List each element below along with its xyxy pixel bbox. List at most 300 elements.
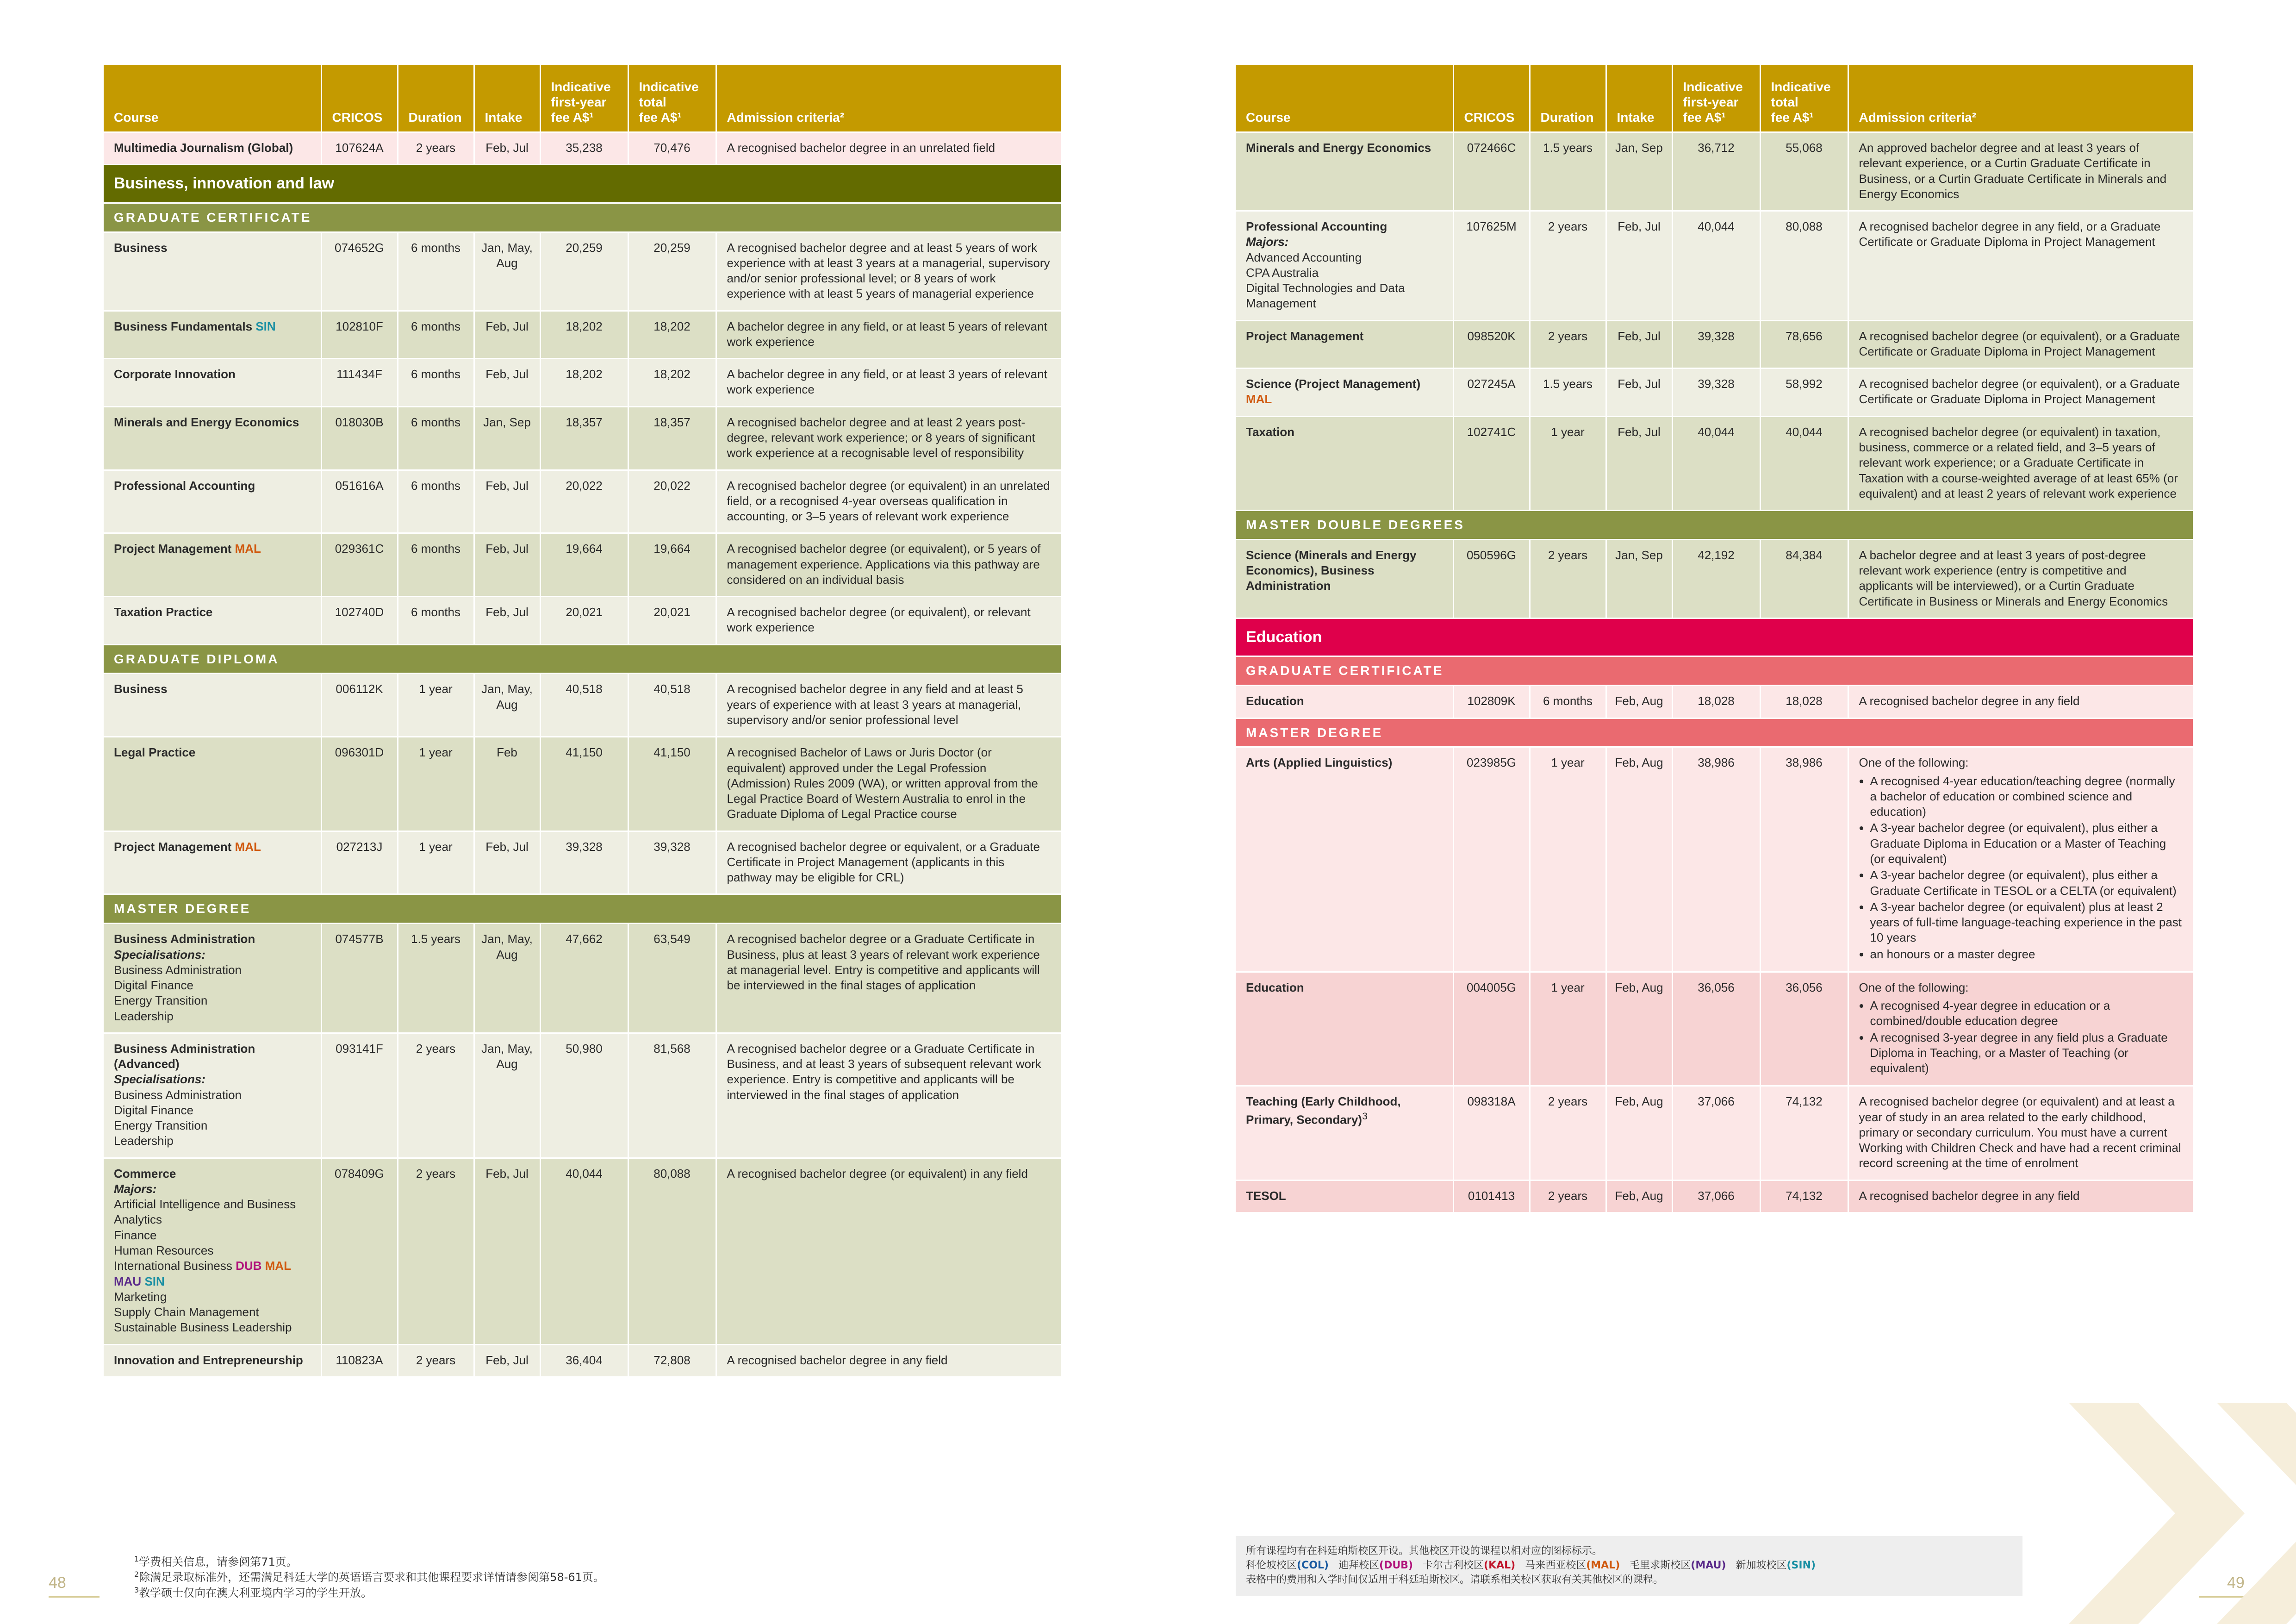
subheading-graduate-certificate [104, 203, 1061, 232]
course-name: Commerce [114, 1166, 176, 1181]
course-cell [1236, 369, 1453, 417]
cricos-cell: 027245A [1453, 369, 1530, 417]
duration-cell: 6 months [398, 533, 474, 597]
sub-item: CPA Australia [1246, 265, 1319, 280]
admission-criteria-cell: A recognised bachelor degree (or equivalent) and at least a year of study in an area related to the early childhood, primary or secondary curriculum. You must have a current Working with Children Check and have had a recent criminal record screening at the time of enrolment [1848, 1086, 2193, 1180]
page-number-left: 48 [49, 1574, 66, 1592]
footnote-3: $^3$教学硕士仅向在澳大利亚境内学习的学生开放。 [134, 1585, 373, 1599]
campus-badge-sin: SIN [144, 1274, 165, 1288]
intake-cell: Feb, Jul [474, 1344, 540, 1376]
first-year-fee-cell: 18,202 [540, 359, 628, 407]
table-row [1236, 369, 2193, 417]
course-name: Business Administration (Advanced) [114, 1041, 255, 1071]
table-row [104, 1158, 1061, 1344]
criteria-item: • A recognised 3-year degree in any field plus a Graduate Diploma in Teaching, or a Master of Teaching (or equivalent) [1870, 1030, 2183, 1076]
course-cell [1236, 1086, 1453, 1180]
intake-cell: Feb [474, 737, 540, 831]
course-name: TESOL [1246, 1188, 1286, 1203]
duration-cell: 2 years [1530, 211, 1606, 321]
intake-cell: Feb, Aug [1606, 1086, 1672, 1180]
course-cell [1236, 1180, 1453, 1212]
first-year-fee-cell: 20,259 [540, 232, 628, 311]
cricos-cell: 107625M [1453, 211, 1530, 321]
first-year-fee-cell: 18,357 [540, 406, 628, 470]
course-cell [104, 470, 321, 533]
table-row [104, 1344, 1061, 1376]
subheading-master-double-degrees-label: MASTER DOUBLE DEGREES [1236, 511, 2193, 540]
first-year-fee-cell: 36,404 [540, 1344, 628, 1376]
intake-cell: Jan, May, Aug [474, 674, 540, 737]
total-fee-cell: 74,132 [1760, 1086, 1848, 1180]
total-fee-cell: 18,357 [628, 406, 716, 470]
intake-cell: Feb, Jul [1606, 320, 1672, 369]
duration-cell: 6 months [398, 311, 474, 359]
col-cricos: CRICOS [1453, 65, 1530, 132]
sub-item: Finance [114, 1228, 157, 1242]
duration-cell: 2 years [398, 1033, 474, 1158]
first-year-fee-cell: 50,980 [540, 1033, 628, 1158]
course-name: Project Management [114, 839, 232, 854]
cricos-cell: 111434F [321, 359, 398, 407]
course-name: Science (Minerals and Energy Economics), Business Administration [1246, 548, 1417, 593]
course-name: Professional Accounting [1246, 219, 1388, 234]
cricos-cell: 027213J [321, 831, 398, 894]
cricos-cell: 102810F [321, 311, 398, 359]
col-duration: Duration [1530, 65, 1606, 132]
total-fee-cell: 39,328 [628, 831, 716, 894]
table-header-row [1236, 65, 2193, 132]
chevron-shape-1 [2069, 1403, 2245, 1624]
admission-criteria-cell: One of the following: • A recognised 4-year education/teaching degree (normally a bachelor of education or combined science and education) • A 3-year bachelor degree (or equivalent), plus either a Graduate Diploma in Education or a Master of Teaching (or equivalent) • A 3-year bachelor degree (or equivalent), plus either a Graduate Certificate in TESOL or a CELTA (or equivalent) • A 3-year bachelor degree (or equivalent) plus at least 2 years of full-time language-teaching experience in the past 10 years • an honours or a master degree [1848, 747, 2193, 972]
course-name: Project Management [114, 542, 232, 556]
duration-cell: 1 year [398, 831, 474, 894]
duration-cell: 6 months [1530, 686, 1606, 718]
first-year-fee-cell: 40,518 [540, 674, 628, 737]
first-year-fee-cell: 47,662 [540, 924, 628, 1033]
first-year-fee-cell: 37,066 [1672, 1180, 1760, 1212]
total-fee-cell: 18,202 [628, 359, 716, 407]
course-cell [104, 533, 321, 597]
course-name: Taxation Practice [114, 605, 213, 619]
total-fee-cell: 41,150 [628, 737, 716, 831]
cricos-cell: 0101413 [1453, 1180, 1530, 1212]
total-fee-cell: 84,384 [1760, 539, 1848, 618]
total-fee-cell: 38,986 [1760, 747, 1848, 972]
campus-legend-line2: 科伦坡校区(COL) 迪拜校区(DUB) 卡尔古利校区(KAL) 马来西亚校区(MAL) 毛里求斯校区(MAU) 新加坡校区(SIN) [1246, 1559, 1816, 1571]
intake-cell: Jan, May, Aug [474, 1033, 540, 1158]
campus-badge-mal: MAL [235, 542, 261, 556]
first-year-fee-cell: 36,712 [1672, 132, 1760, 211]
sub-item: Leadership [114, 1009, 174, 1023]
course-cell [104, 924, 321, 1033]
intake-cell: Feb, Jul [474, 1158, 540, 1344]
subheading-master-degree-label: MASTER DEGREE [104, 894, 1061, 924]
campus-legend-line3: 表格中的费用和入学时间仅适用于科廷珀斯校区。请联系相关校区获取有关其他校区的课程。 [1246, 1574, 1664, 1586]
table-row [1236, 972, 2193, 1086]
table-header-row [104, 65, 1061, 132]
total-fee-cell: 55,068 [1760, 132, 1848, 211]
duration-cell: 1 year [398, 737, 474, 831]
total-fee-cell: 20,022 [628, 470, 716, 533]
admission-criteria-cell: An approved bachelor degree and at least 3 years of relevant experience, or a Curtin Graduate Certificate in Business, or a Curtin Graduate Certificate in Minerals and Energy Economics [1848, 132, 2193, 211]
sub-item: Digital Finance [114, 1103, 193, 1117]
table-row [104, 132, 1061, 165]
course-name: Teaching (Early Childhood, Primary, Secondary) [1246, 1094, 1401, 1127]
intake-cell: Feb, Jul [474, 533, 540, 597]
first-year-fee-cell: 35,238 [540, 132, 628, 165]
admission-criteria-cell: A recognised bachelor degree (or equivalent), or a Graduate Certificate or Graduate Diploma in Project Management [1848, 320, 2193, 369]
table-row [104, 924, 1061, 1033]
table-row [104, 831, 1061, 894]
intake-cell: Feb, Aug [1606, 686, 1672, 718]
intake-cell: Feb, Jul [474, 597, 540, 645]
col-intake: Intake [1606, 65, 1672, 132]
first-year-fee-cell: 41,150 [540, 737, 628, 831]
duration-cell: 6 months [398, 359, 474, 407]
course-cell [104, 1033, 321, 1158]
criteria-item: • A recognised 4-year degree in education or a combined/double education degree [1870, 998, 2183, 1029]
duration-cell: 2 years [1530, 539, 1606, 618]
footnote-ref: 3 [1362, 1110, 1368, 1122]
cricos-cell: 102809K [1453, 686, 1530, 718]
course-name: Taxation [1246, 425, 1294, 439]
table-row [104, 674, 1061, 737]
criteria-item: • an honours or a master degree [1870, 947, 2183, 962]
course-name: Multimedia Journalism (Global) [114, 141, 293, 155]
course-name: Education [1246, 980, 1304, 994]
total-fee-cell: 72,808 [628, 1344, 716, 1376]
table-row [1236, 1086, 2193, 1180]
subheading-master-degree [104, 894, 1061, 924]
table-row [104, 533, 1061, 597]
sub-item: Business Administration [114, 962, 242, 977]
intake-cell: Feb, Jul [474, 359, 540, 407]
course-name: Business [114, 240, 168, 255]
first-year-fee-cell: 40,044 [1672, 416, 1760, 510]
campus-badge-sin: SIN [255, 319, 276, 333]
right-course-table [1236, 65, 2193, 1212]
admission-criteria-cell: A recognised bachelor degree (or equivalent) in taxation, business, commerce or a related field, and 3–5 years of relevant work experience; or a Graduate Certificate in Taxation with a course-weighted average of at least 65% (or equivalent) and at least 2 years of relevant work experience [1848, 416, 2193, 510]
total-fee-cell: 78,656 [1760, 320, 1848, 369]
duration-cell: 1.5 years [1530, 369, 1606, 417]
sub-item: Marketing [114, 1289, 167, 1304]
admission-criteria-cell: A bachelor degree in any field, or at least 3 years of relevant work experience [716, 359, 1061, 407]
table-row [1236, 416, 2193, 510]
admission-criteria-cell: A recognised bachelor degree or a Graduate Certificate in Business, and at least 3 years of subsequent relevant work experience. Entry is competitive and applicants will be interviewed in the final stages of application [716, 1033, 1061, 1158]
col-first-year-fee: Indicative first-year fee A$¹ [1672, 65, 1760, 132]
campus-badge-mal: MAL [235, 839, 261, 854]
criteria-list [1859, 998, 2183, 1076]
duration-cell: 1.5 years [398, 924, 474, 1033]
course-name: Business [114, 682, 168, 696]
first-year-fee-cell: 39,328 [1672, 320, 1760, 369]
course-cell [104, 232, 321, 311]
col-course: Course [1236, 65, 1453, 132]
table-row [104, 359, 1061, 407]
table-row [104, 737, 1061, 831]
course-name: Business Administration [114, 932, 255, 946]
subheading-graduate-diploma [104, 644, 1061, 674]
intake-cell: Feb, Aug [1606, 972, 1672, 1086]
intake-cell: Feb, Jul [474, 470, 540, 533]
section-heading-education [1236, 618, 2193, 656]
first-year-fee-cell: 39,328 [1672, 369, 1760, 417]
col-course: Course [104, 65, 321, 132]
duration-cell: 6 months [398, 470, 474, 533]
duration-cell: 1.5 years [1530, 132, 1606, 211]
course-name: Science (Project Management) [1246, 377, 1421, 391]
sub-item: Energy Transition [114, 993, 208, 1008]
sub-item: Advanced Accounting [1246, 250, 1362, 264]
course-name: Professional Accounting [114, 478, 255, 493]
course-cell [1236, 132, 1453, 211]
campus-badge-mal: MAL [1246, 392, 1272, 406]
total-fee-cell: 20,259 [628, 232, 716, 311]
sub-label: Specialisations: [114, 1072, 205, 1087]
campus-legend [1236, 1536, 2022, 1596]
duration-cell: 1 year [1530, 747, 1606, 972]
duration-cell: 1 year [398, 674, 474, 737]
right-page [1236, 65, 2193, 1212]
sub-item: Sustainable Business Leadership [114, 1320, 292, 1335]
admission-criteria-cell: A recognised bachelor degree or equivalent, or a Graduate Certificate in Project Management (applicants in this pathway may be eligible for CRL) [716, 831, 1061, 894]
sub-item-international-business: International Business DUB MAL MAU SIN [114, 1259, 291, 1288]
cricos-cell: 072466C [1453, 132, 1530, 211]
duration-cell: 2 years [1530, 1086, 1606, 1180]
course-cell [1236, 747, 1453, 972]
section-heading-education-label: Education [1236, 618, 2193, 656]
course-cell [104, 597, 321, 645]
table-row [104, 470, 1061, 533]
col-total-fee: Indicative total fee A$¹ [628, 65, 716, 132]
duration-cell: 2 years [398, 1344, 474, 1376]
footnotes [134, 1554, 604, 1600]
first-year-fee-cell: 40,044 [1672, 211, 1760, 321]
criteria-item: • A 3-year bachelor degree (or equivalent), plus either a Graduate Certificate in TESOL or a CELTA (or equivalent) [1870, 868, 2183, 899]
campus-badge-mal: MAL [265, 1259, 291, 1273]
course-name: Education [1246, 694, 1304, 708]
intake-cell: Jan, Sep [1606, 132, 1672, 211]
sub-item: Leadership [114, 1134, 174, 1148]
first-year-fee-cell: 37,066 [1672, 1086, 1760, 1180]
sub-label: Specialisations: [114, 947, 205, 962]
course-name: Legal Practice [114, 745, 196, 760]
course-name: Business Fundamentals [114, 319, 253, 333]
cricos-cell: 110823A [321, 1344, 398, 1376]
cricos-cell: 074577B [321, 924, 398, 1033]
cricos-cell: 093141F [321, 1033, 398, 1158]
duration-cell: 1 year [1530, 972, 1606, 1086]
intake-cell: Feb, Jul [1606, 369, 1672, 417]
course-name: Arts (Applied Linguistics) [1246, 756, 1393, 770]
cricos-cell: 098520K [1453, 320, 1530, 369]
left-page [104, 65, 1061, 1376]
col-admission: Admission criteria² [1848, 65, 2193, 132]
admission-criteria-cell: A recognised bachelor degree and at least 2 years post-degree, relevant work experience; or 8 years of significant work experience at a recognisable level of responsibility [716, 406, 1061, 470]
sub-label: Majors: [114, 1181, 157, 1196]
cricos-cell: 102741C [1453, 416, 1530, 510]
course-name: Corporate Innovation [114, 367, 236, 381]
col-total-fee: Indicative total fee A$¹ [1760, 65, 1848, 132]
course-cell [104, 1344, 321, 1376]
subheading-master-double-degrees [1236, 511, 2193, 540]
course-name: Minerals and Energy Economics [1246, 141, 1431, 155]
page-number-right: 49 [2227, 1574, 2245, 1592]
cricos-cell: 029361C [321, 533, 398, 597]
sub-item: Human Resources [114, 1243, 214, 1258]
total-fee-cell: 18,028 [1760, 686, 1848, 718]
first-year-fee-cell: 20,022 [540, 470, 628, 533]
admission-criteria-cell: A recognised bachelor degree in any field, or a Graduate Certificate or Graduate Diploma in Project Management [1848, 211, 2193, 321]
total-fee-cell: 36,056 [1760, 972, 1848, 1086]
admission-criteria-cell: A recognised bachelor degree (or equivalent), or relevant work experience [716, 597, 1061, 645]
table-row [104, 311, 1061, 359]
left-table-body [104, 132, 1061, 1376]
section-heading-business-label: Business, innovation and law [104, 165, 1061, 203]
admission-criteria-cell: A bachelor degree and at least 3 years of post-degree relevant work experience (entry is competitive and applicants will be interviewed), or a Curtin Graduate Certificate in Business or Minerals and Energy Economics [1848, 539, 2193, 618]
intake-cell: Feb, Jul [474, 311, 540, 359]
first-year-fee-cell: 18,202 [540, 311, 628, 359]
sub-item: Digital Finance [114, 978, 193, 993]
subheading-edu-graduate-certificate-label: GRADUATE CERTIFICATE [1236, 656, 2193, 686]
course-cell [1236, 211, 1453, 321]
cricos-cell: 102740D [321, 597, 398, 645]
table-row [1236, 211, 2193, 321]
campus-legend-line1: 所有课程均有在科廷珀斯校区开设。其他校区开设的课程以相对应的图标标示。 [1246, 1545, 1603, 1557]
table-row [104, 597, 1061, 645]
duration-cell: 2 years [1530, 1180, 1606, 1212]
cricos-cell: 023985G [1453, 747, 1530, 972]
total-fee-cell: 40,518 [628, 674, 716, 737]
total-fee-cell: 19,664 [628, 533, 716, 597]
intake-cell: Jan, Sep [1606, 539, 1672, 618]
duration-cell: 6 months [398, 232, 474, 311]
subheading-graduate-certificate-label: GRADUATE CERTIFICATE [104, 203, 1061, 232]
col-duration: Duration [398, 65, 474, 132]
cricos-cell: 096301D [321, 737, 398, 831]
duration-cell: 2 years [398, 132, 474, 165]
admission-criteria-cell: A recognised bachelor degree (or equivalent) in an unrelated field, or a recognised 4-year overseas qualification in accounting, or 3–5 years of relevant work experience [716, 470, 1061, 533]
admission-criteria-cell: A recognised bachelor degree in an unrelated field [716, 132, 1061, 165]
criteria-item: • A recognised 4-year education/teaching degree (normally a bachelor of education or combined science and education) [1870, 774, 2183, 820]
total-fee-cell: 18,202 [628, 311, 716, 359]
course-name: Innovation and Entrepreneurship [114, 1353, 303, 1367]
table-row [104, 1033, 1061, 1158]
section-heading-business [104, 165, 1061, 203]
duration-cell: 2 years [1530, 320, 1606, 369]
subheading-edu-graduate-certificate [1236, 656, 2193, 686]
cricos-cell: 018030B [321, 406, 398, 470]
first-year-fee-cell: 39,328 [540, 831, 628, 894]
intake-cell: Feb, Jul [474, 831, 540, 894]
intake-cell: Feb, Jul [1606, 211, 1672, 321]
course-cell [1236, 972, 1453, 1086]
total-fee-cell: 70,476 [628, 132, 716, 165]
total-fee-cell: 20,021 [628, 597, 716, 645]
subheading-edu-master-degree [1236, 718, 2193, 747]
course-cell [104, 1158, 321, 1344]
course-cell [104, 674, 321, 737]
course-name: Minerals and Energy Economics [114, 415, 299, 429]
course-cell [104, 132, 321, 165]
course-cell [104, 311, 321, 359]
subheading-edu-master-degree-label: MASTER DEGREE [1236, 718, 2193, 747]
intake-cell: Feb, Aug [1606, 1180, 1672, 1212]
total-fee-cell: 80,088 [1760, 211, 1848, 321]
cricos-cell: 098318A [1453, 1086, 1530, 1180]
intake-cell: Jan, May, Aug [474, 232, 540, 311]
first-year-fee-cell: 20,021 [540, 597, 628, 645]
col-first-year-fee: Indicative first-year fee A$¹ [540, 65, 628, 132]
admission-criteria-cell: A bachelor degree in any field, or at least 5 years of relevant work experience [716, 311, 1061, 359]
left-course-table [104, 65, 1061, 1376]
admission-criteria-cell: A recognised bachelor degree (or equivalent), or a Graduate Certificate or Graduate Diploma in Project Management [1848, 369, 2193, 417]
first-year-fee-cell: 36,056 [1672, 972, 1760, 1086]
course-cell [1236, 686, 1453, 718]
sub-item: Business Administration [114, 1087, 242, 1102]
sub-item: Energy Transition [114, 1118, 208, 1133]
table-row [1236, 1180, 2193, 1212]
col-cricos: CRICOS [321, 65, 398, 132]
cricos-cell: 006112K [321, 674, 398, 737]
intake-cell: Jan, Sep [474, 406, 540, 470]
admission-criteria-cell: A recognised bachelor degree (or equivalent) in any field [716, 1158, 1061, 1344]
cricos-cell: 004005G [1453, 972, 1530, 1086]
first-year-fee-cell: 19,664 [540, 533, 628, 597]
duration-cell: 2 years [398, 1158, 474, 1344]
first-year-fee-cell: 42,192 [1672, 539, 1760, 618]
intake-cell: Feb, Aug [1606, 747, 1672, 972]
course-cell [104, 737, 321, 831]
course-cell [1236, 539, 1453, 618]
sub-item: Artificial Intelligence and Business Analytics [114, 1197, 296, 1227]
admission-criteria-cell: A recognised bachelor degree in any field and at least 5 years of experience with at least 3 years at managerial, supervisory and/or senior professional level [716, 674, 1061, 737]
footnote-2: $^2$除满足录取标准外，还需满足科廷大学的英语语言要求和其他课程要求详情请参阅第58-61页。 [134, 1570, 604, 1584]
criteria-item: • A 3-year bachelor degree (or equivalent), plus either a Graduate Diploma in Education or a Master of Teaching (or equivalent) [1870, 820, 2183, 867]
table-row [1236, 320, 2193, 369]
admission-criteria-cell: A recognised Bachelor of Laws or Juris Doctor (or equivalent) approved under the Legal Profession (Admission) Rules 2009 (WA), or written approval from the Legal Practice Board of Western Australia to enrol in the Graduate Diploma of Legal Practice course [716, 737, 1061, 831]
course-cell [1236, 320, 1453, 369]
course-cell [104, 406, 321, 470]
col-intake: Intake [474, 65, 540, 132]
table-row [104, 406, 1061, 470]
table-row [1236, 747, 2193, 972]
total-fee-cell: 63,549 [628, 924, 716, 1033]
total-fee-cell: 58,992 [1760, 369, 1848, 417]
criteria-list [1859, 774, 2183, 962]
table-row [104, 232, 1061, 311]
intake-cell: Feb, Jul [1606, 416, 1672, 510]
admission-criteria-cell: A recognised bachelor degree in any field [1848, 1180, 2193, 1212]
intake-cell: Feb, Jul [474, 132, 540, 165]
table-row [1236, 686, 2193, 718]
admission-criteria-cell: A recognised bachelor degree in any field [716, 1344, 1061, 1376]
col-admission: Admission criteria² [716, 65, 1061, 132]
page-number-left-rule [49, 1596, 100, 1598]
course-name: Project Management [1246, 329, 1364, 343]
subheading-graduate-diploma-label: GRADUATE DIPLOMA [104, 644, 1061, 674]
duration-cell: 6 months [398, 406, 474, 470]
sub-item: Digital Technologies and Data Management [1246, 281, 1405, 311]
admission-criteria-cell: A recognised bachelor degree in any field [1848, 686, 2193, 718]
campus-badge-mau: MAU [114, 1274, 142, 1288]
total-fee-cell: 80,088 [628, 1158, 716, 1344]
cricos-cell: 074652G [321, 232, 398, 311]
right-table-body [1236, 132, 2193, 1212]
admission-criteria-cell: A recognised bachelor degree (or equivalent), or 5 years of management experience. Applications via this pathway are considered on an individual basis [716, 533, 1061, 597]
first-year-fee-cell: 40,044 [540, 1158, 628, 1344]
total-fee-cell: 74,132 [1760, 1180, 1848, 1212]
